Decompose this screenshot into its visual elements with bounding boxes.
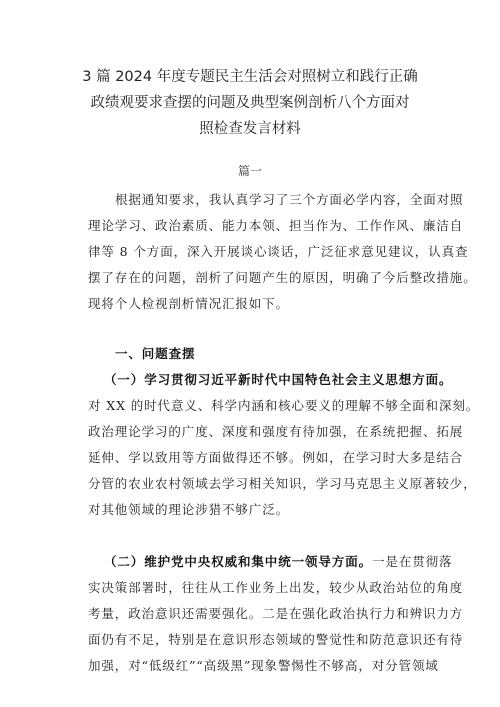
item2-line-1: 实决策部署时，往往从工作业务上出发，较少从政治站位的角度 [88, 580, 464, 595]
intro-line-3: 律等 8 个方面，深入开展谈心谈话，广泛征求意见建议，认真查 [88, 244, 469, 259]
item1-line-4: 分管的农业农村领域去学习相关知识，学习马克思主义原著较少， [88, 476, 477, 491]
item1-heading: （一）学习贯彻习近平新时代中国特色社会主义思想方面。 [104, 372, 453, 387]
item2-line-3: 面仍有不足，特别是在意识形态领域的警觉性和防范意识还有待 [88, 632, 464, 647]
item2-line-2: 考量，政治意识还需要强化。二是在强化政治执行力和辨识力方 [88, 606, 464, 621]
item1-line-3: 延伸、学以致用等方面做得还不够。例如，在学习时大多是结合 [88, 450, 464, 465]
item2-heading: （二）维护党中央权威和集中统一领导方面。 [104, 554, 373, 569]
item2-first-line-tail: 一是在贯彻落 [372, 554, 453, 569]
intro-line-4: 摆了存在的问题，剖析了问题产生的原因，明确了今后整改措施。 [88, 270, 477, 285]
item1-line-5: 对其他领域的理论涉猎不够广泛。 [88, 502, 290, 517]
intro-line-1: 根据通知要求，我认真学习了三个方面必学内容，全面对照 [115, 192, 464, 207]
item1-line-1: 对 XX 的时代意义、科学内涵和核心要义的理解不够全面和深刻。 [88, 398, 480, 413]
item1-line-2: 政治理论学习的广度、深度和强度有待加强，在系统把握、拓展 [88, 424, 464, 439]
document-title-line-1: 3 篇 2024 年度专题民主生活会对照树立和践行正确 [82, 69, 418, 85]
intro-line-2: 理论学习、政治素质、能力本领、担当作为、工作作风、廉洁自 [88, 218, 464, 233]
item2-line-4: 加强，对“低级红”“高级黑”现象警惕性不够高，对分管领域 [88, 658, 439, 673]
heading-problem-review: 一、问题查摆 [115, 346, 196, 361]
document-title-line-2: 政绩观要求查摆的问题及典型案例剖析八个方面对 [90, 95, 410, 111]
intro-line-5: 现将个人检视剖析情况汇报如下。 [88, 296, 290, 311]
item2-first-line [104, 552, 452, 572]
section-label: 篇一 [237, 164, 262, 178]
document-title-line-3: 照检查发言材料 [199, 121, 301, 137]
